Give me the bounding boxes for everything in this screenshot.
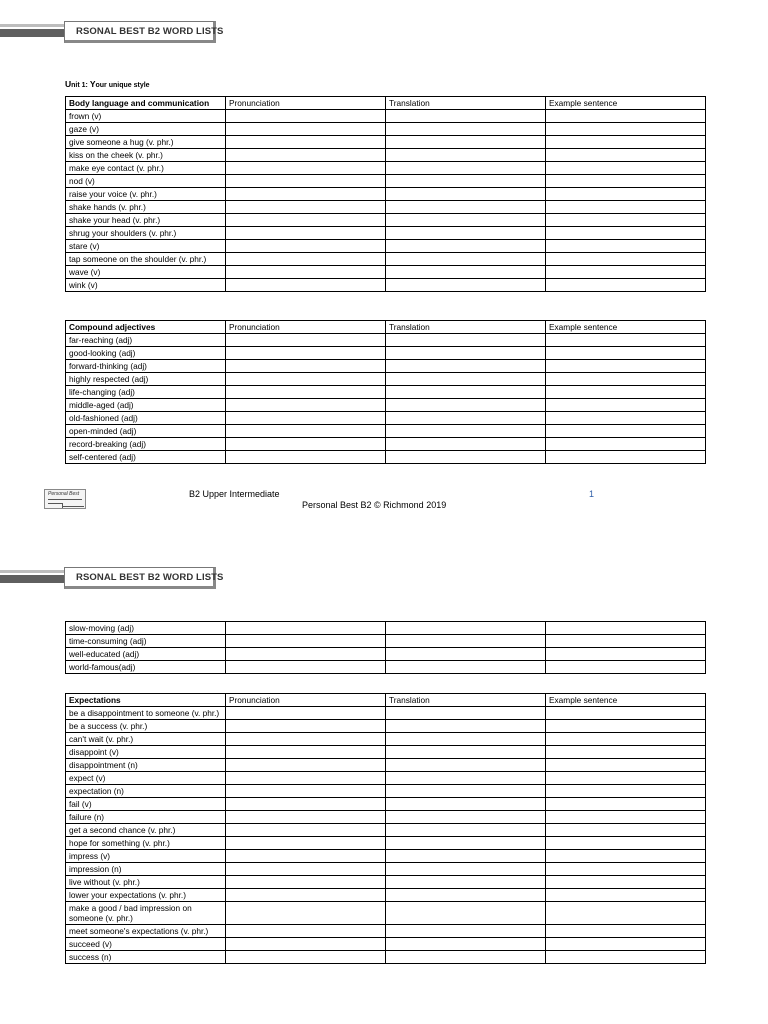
table-row — [66, 227, 706, 240]
example-cell — [546, 201, 706, 214]
example-cell — [546, 425, 706, 438]
translation-cell — [386, 733, 546, 746]
word-entry: impression (n) — [66, 863, 226, 876]
translation-cell — [386, 772, 546, 785]
example-cell — [546, 347, 706, 360]
table-row — [66, 175, 706, 188]
pronunciation-cell — [226, 876, 386, 889]
word-entry: tap someone on the shoulder (v. phr.) — [66, 253, 226, 266]
table-row — [66, 240, 706, 253]
word-entry: make a good / bad impression on someone (v. phr.) — [66, 902, 226, 925]
pronunciation-cell — [226, 240, 386, 253]
pronunciation-cell — [226, 201, 386, 214]
pronunciation-cell — [226, 162, 386, 175]
expectations-table — [65, 693, 706, 964]
translation-cell — [386, 360, 546, 373]
column-header: Pronunciation — [226, 694, 386, 707]
table-row — [66, 951, 706, 964]
pronunciation-cell — [226, 707, 386, 720]
translation-cell — [386, 451, 546, 464]
word-entry: give someone a hug (v. phr.) — [66, 136, 226, 149]
example-cell — [546, 938, 706, 951]
translation-cell — [386, 266, 546, 279]
pronunciation-cell — [226, 227, 386, 240]
table-row — [66, 399, 706, 412]
example-cell — [546, 451, 706, 464]
table-row — [66, 188, 706, 201]
word-entry: shake your head (v. phr.) — [66, 214, 226, 227]
table-row — [66, 279, 706, 292]
table-row — [66, 201, 706, 214]
translation-cell — [386, 188, 546, 201]
personal-best-logo — [44, 489, 86, 509]
header-title: RSONAL BEST B2 WORD LISTS — [76, 572, 224, 583]
translation-cell — [386, 951, 546, 964]
word-entry: expectation (n) — [66, 785, 226, 798]
column-header: Pronunciation — [226, 321, 386, 334]
pronunciation-cell — [226, 938, 386, 951]
footer-level: B2 Upper Intermediate — [189, 489, 280, 499]
translation-cell — [386, 412, 546, 425]
translation-cell — [386, 785, 546, 798]
word-entry: success (n) — [66, 951, 226, 964]
table-row — [66, 451, 706, 464]
example-cell — [546, 824, 706, 837]
column-header: Translation — [386, 694, 546, 707]
word-entry: hope for something (v. phr.) — [66, 837, 226, 850]
pronunciation-cell — [226, 951, 386, 964]
example-cell — [546, 399, 706, 412]
translation-cell — [386, 850, 546, 863]
word-entry: old-fashioned (adj) — [66, 412, 226, 425]
word-entry: meet someone's expectations (v. phr.) — [66, 925, 226, 938]
table-heading: Body language and communication — [66, 97, 226, 110]
pronunciation-cell — [226, 648, 386, 661]
pronunciation-cell — [226, 438, 386, 451]
translation-cell — [386, 824, 546, 837]
pronunciation-cell — [226, 733, 386, 746]
translation-cell — [386, 110, 546, 123]
pronunciation-cell — [226, 214, 386, 227]
word-entry: middle-aged (adj) — [66, 399, 226, 412]
word-entry: life-changing (adj) — [66, 386, 226, 399]
example-cell — [546, 811, 706, 824]
translation-cell — [386, 347, 546, 360]
table-row — [66, 334, 706, 347]
body-language-table — [65, 96, 706, 292]
example-cell — [546, 360, 706, 373]
pronunciation-cell — [226, 811, 386, 824]
word-entry: get a second chance (v. phr.) — [66, 824, 226, 837]
translation-cell — [386, 253, 546, 266]
word-entry: record-breaking (adj) — [66, 438, 226, 451]
example-cell — [546, 622, 706, 635]
translation-cell — [386, 661, 546, 674]
pronunciation-cell — [226, 902, 386, 925]
example-cell — [546, 648, 706, 661]
pronunciation-cell — [226, 412, 386, 425]
table-row — [66, 253, 706, 266]
table-heading: Compound adjectives — [66, 321, 226, 334]
unit-title — [65, 79, 150, 89]
example-cell — [546, 334, 706, 347]
translation-cell — [386, 438, 546, 451]
word-entry: raise your voice (v. phr.) — [66, 188, 226, 201]
table-row — [66, 707, 706, 720]
column-header: Example sentence — [546, 97, 706, 110]
page-header — [0, 21, 224, 45]
pronunciation-cell — [226, 175, 386, 188]
table-row — [66, 811, 706, 824]
translation-cell — [386, 811, 546, 824]
table-row — [66, 785, 706, 798]
example-cell — [546, 707, 706, 720]
table-row — [66, 149, 706, 162]
example-cell — [546, 759, 706, 772]
word-entry: live without (v. phr.) — [66, 876, 226, 889]
example-cell — [546, 772, 706, 785]
table-header-row — [66, 694, 706, 707]
word-entry: stare (v) — [66, 240, 226, 253]
translation-cell — [386, 902, 546, 925]
example-cell — [546, 438, 706, 451]
translation-cell — [386, 876, 546, 889]
table-row — [66, 746, 706, 759]
word-entry: time-consuming (adj) — [66, 635, 226, 648]
word-entry: forward-thinking (adj) — [66, 360, 226, 373]
example-cell — [546, 661, 706, 674]
table-row — [66, 850, 706, 863]
table-row — [66, 136, 706, 149]
table-row — [66, 266, 706, 279]
translation-cell — [386, 889, 546, 902]
word-entry: open-minded (adj) — [66, 425, 226, 438]
translation-cell — [386, 240, 546, 253]
pronunciation-cell — [226, 661, 386, 674]
unit-title-u: U — [65, 79, 72, 89]
example-cell — [546, 951, 706, 964]
pronunciation-cell — [226, 635, 386, 648]
example-cell — [546, 373, 706, 386]
translation-cell — [386, 837, 546, 850]
translation-cell — [386, 149, 546, 162]
word-entry: world-famous(adj) — [66, 661, 226, 674]
example-cell — [546, 876, 706, 889]
compound-adjectives-continued-table — [65, 621, 706, 674]
translation-cell — [386, 798, 546, 811]
table-row — [66, 214, 706, 227]
pronunciation-cell — [226, 759, 386, 772]
example-cell — [546, 863, 706, 876]
pronunciation-cell — [226, 785, 386, 798]
translation-cell — [386, 214, 546, 227]
page-header-2 — [0, 567, 224, 591]
pronunciation-cell — [226, 386, 386, 399]
example-cell — [546, 149, 706, 162]
translation-cell — [386, 925, 546, 938]
word-entry: highly respected (adj) — [66, 373, 226, 386]
page-2 — [0, 546, 768, 1024]
pronunciation-cell — [226, 136, 386, 149]
pronunciation-cell — [226, 863, 386, 876]
example-cell — [546, 925, 706, 938]
table-row — [66, 162, 706, 175]
table-heading: Expectations — [66, 694, 226, 707]
word-entry: gaze (v) — [66, 123, 226, 136]
translation-cell — [386, 386, 546, 399]
pronunciation-cell — [226, 425, 386, 438]
logo-line-2 — [62, 506, 84, 507]
pronunciation-cell — [226, 622, 386, 635]
page-number: 1 — [589, 489, 595, 499]
pronunciation-cell — [226, 110, 386, 123]
word-entry: disappoint (v) — [66, 746, 226, 759]
word-entry: can't wait (v. phr.) — [66, 733, 226, 746]
table-row — [66, 373, 706, 386]
example-cell — [546, 733, 706, 746]
table-row — [66, 110, 706, 123]
compound-adjectives-table — [65, 320, 706, 464]
unit-title-y: Y — [89, 79, 96, 89]
translation-cell — [386, 334, 546, 347]
pronunciation-cell — [226, 850, 386, 863]
example-cell — [546, 136, 706, 149]
translation-cell — [386, 425, 546, 438]
pronunciation-cell — [226, 925, 386, 938]
translation-cell — [386, 759, 546, 772]
word-entry: wink (v) — [66, 279, 226, 292]
example-cell — [546, 266, 706, 279]
table-row — [66, 412, 706, 425]
word-entry: be a disappointment to someone (v. phr.) — [66, 707, 226, 720]
word-entry: far-reaching (adj) — [66, 334, 226, 347]
table-row — [66, 347, 706, 360]
column-header: Example sentence — [546, 694, 706, 707]
translation-cell — [386, 707, 546, 720]
example-cell — [546, 720, 706, 733]
unit-title-rest2: our unique style — [95, 82, 150, 89]
example-cell — [546, 279, 706, 292]
table-row — [66, 386, 706, 399]
column-header: Pronunciation — [226, 97, 386, 110]
word-entry: good-looking (adj) — [66, 347, 226, 360]
example-cell — [546, 798, 706, 811]
table-row — [66, 622, 706, 635]
pronunciation-cell — [226, 837, 386, 850]
pronunciation-cell — [226, 720, 386, 733]
example-cell — [546, 902, 706, 925]
word-entry: nod (v) — [66, 175, 226, 188]
pronunciation-cell — [226, 746, 386, 759]
pronunciation-cell — [226, 334, 386, 347]
table-row — [66, 925, 706, 938]
word-entry: failure (n) — [66, 811, 226, 824]
word-entry: impress (v) — [66, 850, 226, 863]
translation-cell — [386, 863, 546, 876]
word-entry: slow-moving (adj) — [66, 622, 226, 635]
translation-cell — [386, 123, 546, 136]
table-row — [66, 876, 706, 889]
table-row — [66, 733, 706, 746]
table-row — [66, 438, 706, 451]
table-row — [66, 798, 706, 811]
table-row — [66, 902, 706, 925]
example-cell — [546, 162, 706, 175]
pronunciation-cell — [226, 889, 386, 902]
example-cell — [546, 214, 706, 227]
word-entry: expect (v) — [66, 772, 226, 785]
translation-cell — [386, 648, 546, 661]
table-row — [66, 772, 706, 785]
pronunciation-cell — [226, 347, 386, 360]
translation-cell — [386, 635, 546, 648]
word-entry: shake hands (v. phr.) — [66, 201, 226, 214]
logo-step — [48, 503, 63, 508]
pronunciation-cell — [226, 279, 386, 292]
word-entry: frown (v) — [66, 110, 226, 123]
word-entry: well-educated (adj) — [66, 648, 226, 661]
pronunciation-cell — [226, 253, 386, 266]
column-header: Translation — [386, 321, 546, 334]
footer-copyright: Personal Best B2 © Richmond 2019 — [302, 500, 447, 510]
word-entry: self-centered (adj) — [66, 451, 226, 464]
translation-cell — [386, 373, 546, 386]
logo-text: Personal Best — [48, 491, 80, 497]
unit-title-rest: nit 1: — [71, 82, 90, 89]
pronunciation-cell — [226, 188, 386, 201]
example-cell — [546, 253, 706, 266]
example-cell — [546, 110, 706, 123]
table-row — [66, 824, 706, 837]
table-row — [66, 938, 706, 951]
table-row — [66, 661, 706, 674]
translation-cell — [386, 136, 546, 149]
word-entry: kiss on the cheek (v. phr.) — [66, 149, 226, 162]
table-row — [66, 123, 706, 136]
translation-cell — [386, 938, 546, 951]
example-cell — [546, 850, 706, 863]
word-entry: succeed (v) — [66, 938, 226, 951]
word-entry: make eye contact (v. phr.) — [66, 162, 226, 175]
example-cell — [546, 412, 706, 425]
translation-cell — [386, 227, 546, 240]
table-row — [66, 863, 706, 876]
translation-cell — [386, 279, 546, 292]
pronunciation-cell — [226, 772, 386, 785]
table-row — [66, 425, 706, 438]
pronunciation-cell — [226, 149, 386, 162]
word-entry: be a success (v. phr.) — [66, 720, 226, 733]
translation-cell — [386, 201, 546, 214]
table-row — [66, 360, 706, 373]
translation-cell — [386, 175, 546, 188]
example-cell — [546, 837, 706, 850]
word-entry: fail (v) — [66, 798, 226, 811]
example-cell — [546, 889, 706, 902]
translation-cell — [386, 162, 546, 175]
word-entry: lower your expectations (v. phr.) — [66, 889, 226, 902]
translation-cell — [386, 622, 546, 635]
word-entry: wave (v) — [66, 266, 226, 279]
table-row — [66, 837, 706, 850]
word-entry: disappointment (n) — [66, 759, 226, 772]
pronunciation-cell — [226, 373, 386, 386]
column-header: Translation — [386, 97, 546, 110]
pronunciation-cell — [226, 360, 386, 373]
pronunciation-cell — [226, 824, 386, 837]
header-title: RSONAL BEST B2 WORD LISTS — [76, 26, 224, 37]
example-cell — [546, 635, 706, 648]
example-cell — [546, 746, 706, 759]
word-entry: shrug your shoulders (v. phr.) — [66, 227, 226, 240]
example-cell — [546, 188, 706, 201]
pronunciation-cell — [226, 399, 386, 412]
table-header-row — [66, 97, 706, 110]
example-cell — [546, 785, 706, 798]
logo-line — [48, 499, 82, 500]
translation-cell — [386, 720, 546, 733]
table-row — [66, 889, 706, 902]
pronunciation-cell — [226, 266, 386, 279]
table-row — [66, 720, 706, 733]
table-row — [66, 648, 706, 661]
example-cell — [546, 386, 706, 399]
translation-cell — [386, 746, 546, 759]
example-cell — [546, 175, 706, 188]
table-row — [66, 635, 706, 648]
table-header-row — [66, 321, 706, 334]
pronunciation-cell — [226, 451, 386, 464]
example-cell — [546, 240, 706, 253]
translation-cell — [386, 399, 546, 412]
example-cell — [546, 123, 706, 136]
table-row — [66, 759, 706, 772]
column-header: Example sentence — [546, 321, 706, 334]
pronunciation-cell — [226, 123, 386, 136]
pronunciation-cell — [226, 798, 386, 811]
example-cell — [546, 227, 706, 240]
